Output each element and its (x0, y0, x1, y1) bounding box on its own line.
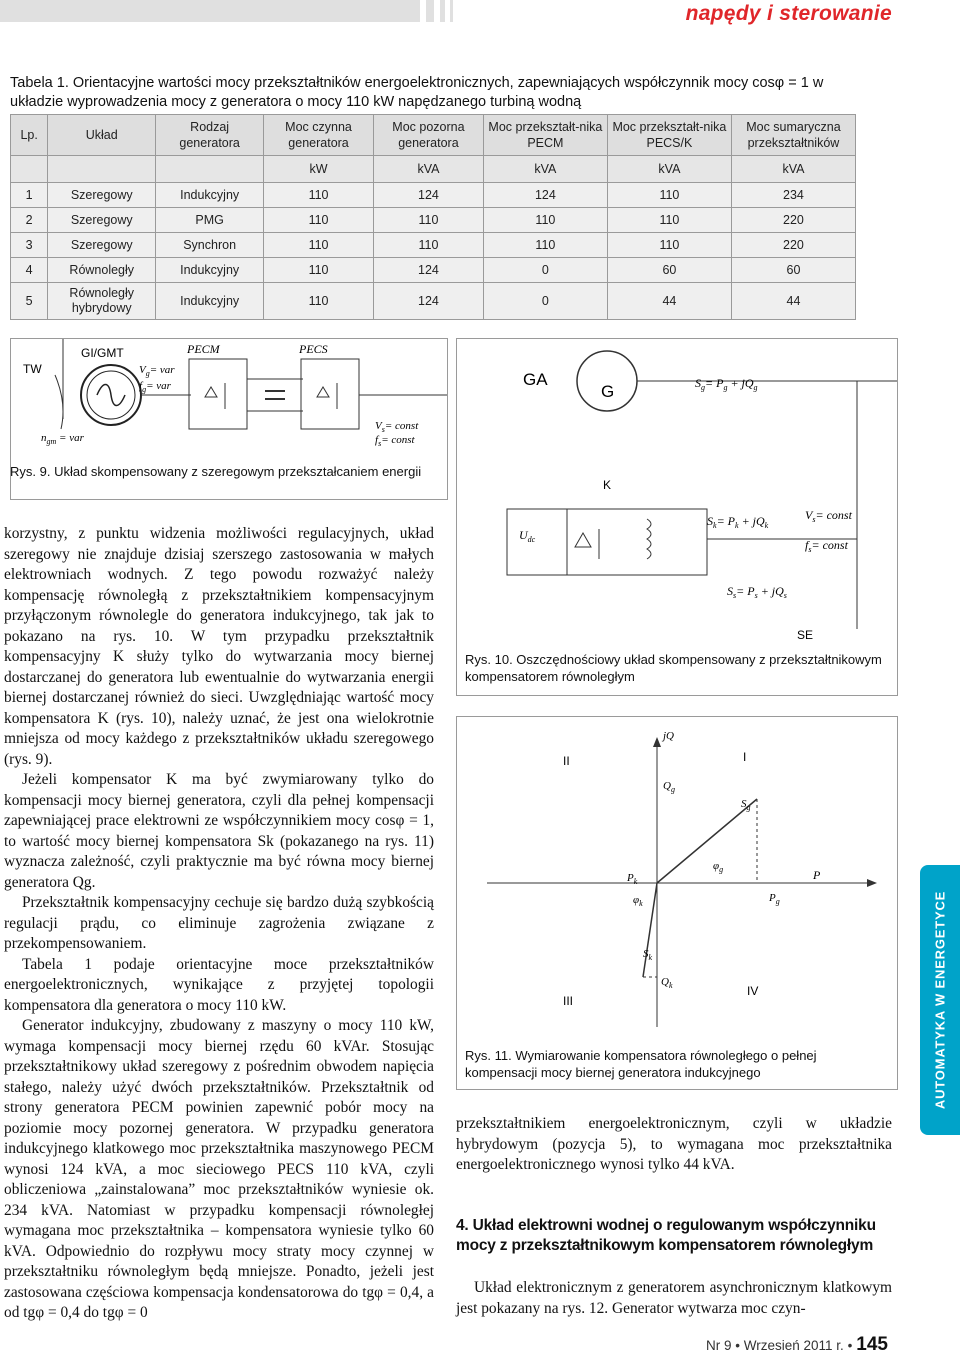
qg-label: $Q_g$ (663, 780, 675, 794)
table-cell: 0 (483, 258, 607, 283)
paragraph: Jeżeli kompensator K ma być zwymiarowany tylko do kompensacji mocy biernej generatora, czyli dla pełnej kompensacji zapewniającej prace elektrowni ze współczynnikiem mocy cosφ = 1, to wartość mocy biernej kompensatora Sk (pokazanego na rys. 11) wyznacza zależność, czyli praktycznie ma być równa mocy biernej generatora Qg. (4, 771, 434, 891)
fig10-diagram (457, 339, 897, 649)
sg-phasor (657, 799, 757, 883)
figure-10-caption: Rys. 10. Oszczędnościowy układ skompensowany z przekształtnikowym kompensatorem równoległym (465, 652, 882, 684)
table-header-row (11, 115, 856, 156)
paragraph: Przekształtnik kompensacyjny cechuje się bardzo dużą szybkością regulacji prądu, co eliminuje zagrożenia związane z przekompensowaniem. (4, 894, 434, 952)
header-stripe (440, 0, 445, 22)
table-cell: Indukcyjny (156, 183, 264, 208)
col-header: Rodzaj generatora (156, 115, 264, 156)
table-cell: 110 (483, 208, 607, 233)
fig11-phasor-diagram (457, 717, 897, 1037)
vs-label: $V_s=$ const (375, 420, 419, 434)
column-2-text (456, 1114, 892, 1176)
table-cell: PMG (156, 208, 264, 233)
table-row (11, 183, 856, 208)
table-cell: 110 (264, 183, 374, 208)
table-cell: 110 (607, 183, 731, 208)
vs-label: $V_s=$ const (805, 508, 852, 524)
figure-11 (456, 716, 898, 1090)
quadrant-ii: II (563, 754, 570, 768)
table-cell: 4 (11, 258, 48, 283)
table-cell: 110 (373, 233, 483, 258)
col-header: Moc przekształt-nika PECM (483, 115, 607, 156)
column-2-text (456, 1278, 892, 1319)
figure-10 (456, 338, 898, 696)
tw-label: TW (23, 362, 42, 376)
inductor-icon (647, 519, 651, 559)
fig9-diagram (11, 339, 447, 449)
generator-symbol (577, 351, 637, 411)
side-tab (920, 865, 960, 1135)
table-cell: 124 (373, 283, 483, 320)
se-label: SE (797, 628, 814, 642)
header-stripe (426, 0, 434, 22)
section-title: napędy i sterowanie (685, 2, 892, 25)
col-header: Moc pozorna generatora (373, 115, 483, 156)
table-cell (156, 156, 264, 183)
k-label: K (603, 478, 612, 492)
table-cell: 60 (607, 258, 731, 283)
table-caption: Tabela 1. Orientacyjne wartości mocy przekształtników energoelektronicznych, zapewniających współczynnik mocy cosφ = 1 w układzie wyprowadzenia mocy z generatora o mocy 110 kW napędzanego turbiną wodną (10, 75, 824, 110)
unit-cell: kVA (483, 156, 607, 183)
table-cell: 220 (731, 233, 855, 258)
udc-label: $U_{dc}$ (519, 528, 536, 544)
table-cell: Indukcyjny (156, 283, 264, 320)
table-cell: 110 (607, 233, 731, 258)
fg-label: $f_g=$ var (139, 380, 171, 394)
sine-icon (97, 385, 125, 406)
table-row (11, 283, 856, 320)
figure-9 (10, 338, 448, 500)
table-cell: 44 (607, 283, 731, 320)
diode-icon (575, 533, 591, 547)
quadrant-i: I (743, 750, 747, 764)
table-cell: Synchron (156, 233, 264, 258)
arrow-head-icon (653, 737, 661, 747)
phik-label: $\varphi_k$ (633, 894, 643, 908)
paragraph: korzystny, z punktu widzenia możliwości regulacyjnych, układ szeregowy nie znajduje dzisiaj szerszego zastosowania w małych elektrowniach wodnych. Z tego powodu rozważyć należy kompensację równoległą z przekształtnikiem kompensacyjnym przyłączonym równolegle do generatora indukcyjnego, tak jak to pokazano na rys. 10. W tym przypadku przekształtnik kompensacyjny K służy tylko do wytwarzania mocy biernej dostarczanej do generatora lub ewentualnie do wytwarzania energii biernej dostarczanej również do sieci. Uwzględniając wartość mocy kompensatora K (rys. 10), należy uznać, że jest ona wielokrotnie mniejsza od mocy każdego z przekształtników układu szeregowego (rys. 9). (4, 525, 434, 768)
table-cell: 110 (264, 208, 374, 233)
paragraph: przekształtnikiem energoelektronicznym, czyli w układzie hybrydowym (pozycja 5), to wymagana moc przekształtnika energoelektronicznego wynosi tylko 44 kVA. (456, 1115, 892, 1173)
power-table (10, 114, 856, 320)
header-stripe (450, 0, 453, 22)
table-cell (11, 156, 48, 183)
table-row (11, 208, 856, 233)
sk-label: $S_k$ (643, 948, 653, 962)
table-cell: 5 (11, 283, 48, 320)
quadrant-iii: III (563, 994, 574, 1008)
page-number: 145 (856, 1334, 888, 1355)
table-units-row (11, 156, 856, 183)
quadrant-iv: IV (747, 984, 759, 998)
pk-label: $P_k$ (627, 872, 638, 886)
qk-label: $Q_k$ (661, 976, 673, 990)
col-header: Moc czynna generatora (264, 115, 374, 156)
table-cell: Szeregowy (48, 208, 156, 233)
sk-phasor (643, 883, 657, 977)
col-header: Moc sumaryczna przekształtników (731, 115, 855, 156)
table-row (11, 233, 856, 258)
table-cell: 110 (607, 208, 731, 233)
compensator-block (507, 509, 707, 575)
g-label: G (601, 382, 615, 401)
sg-label: $S_g$ (741, 798, 751, 812)
phig-label: $\varphi_g$ (713, 860, 724, 874)
ss-equation: $S_s= P_s + jQ_s$ (727, 584, 787, 600)
column-1-text (4, 524, 434, 1324)
footer (706, 1334, 888, 1356)
figure-11-caption: Rys. 11. Wymiarowanie kompensatora równoległego o pełnej kompensacji mocy biernej generatora indukcyjnego (465, 1048, 817, 1080)
pg-label: $P_g$ (769, 892, 780, 906)
table-cell: 2 (11, 208, 48, 233)
table-cell: 124 (373, 258, 483, 283)
table-cell: 110 (483, 233, 607, 258)
paragraph: Generator indukcyjny, zbudowany z maszyny o mocy 110 kW, wymaga kompensacji mocy biernej rzędu 60 kVAr. Stosując przekształtnikowy układ szeregowy z pośrednim obwodem napięcia stałego, należy użyć dwóch przekształtników. Przekształtnik od strony generatora PECM powinien zapewnić pobór mocy na poziomie mocy pozornej generatora. W przypadku generatora indukcyjnego klatkowego moc przekształtnika maszynowego PECM wynosi 124 kVA, a moc sieciowego PECS 110 kVA, czyli obliczeniowa „zainstalowana” moc przekształtników wyniesie ok. 234 kVA. Natomiast w przypadku kompensacji równoległej wymagana moc przekształtnika – kompensatora wyniesie tylko 60 kVA. Odpowiednio do rozpływu mocy straty mocy czynnej w przekształtniku równoległym będą mniejsze. Ponadto, jeżeli jest zastosowana częściowa kompensacja kondensatorowa do tgφ = 0,4, a od tgφ = 0,4 do tgφ = 0 (4, 1017, 434, 1321)
table-cell: 3 (11, 233, 48, 258)
section-heading: 4. Układ elektrowni wodnej o regulowanym współczynniku mocy z przekształtnikowym kompensatorem równoległym (456, 1217, 876, 1254)
table-cell: 110 (264, 258, 374, 283)
diode-icon (205, 387, 217, 397)
table-cell: 110 (373, 208, 483, 233)
p-axis-label: P (813, 868, 821, 882)
table-cell: Równoległy (48, 258, 156, 283)
pecm-label: PECM (187, 342, 220, 356)
unit-cell: kVA (373, 156, 483, 183)
sk-equation: $S_k= P_k + jQ_k$ (707, 514, 769, 530)
generator-label: GI/GMT (81, 346, 124, 360)
figure-9-caption: Rys. 9. Układ skompensowany z szeregowym przekształcaniem energii (10, 464, 422, 479)
fs-label: $f_s=$ const (375, 434, 415, 448)
table-cell: 124 (483, 183, 607, 208)
table-cell: 110 (264, 233, 374, 258)
arrow-head-icon (867, 879, 877, 887)
diode-icon (317, 387, 329, 397)
table-cell: Indukcyjny (156, 258, 264, 283)
paragraph: Układ elektronicznym z generatorem asynchronicznym klatkowym jest pokazany na rys. 12. Generator wytwarza moc czyn- (456, 1279, 892, 1317)
ngm-label: $n_{gm}$ = var (41, 432, 84, 446)
table-cell: Szeregowy (48, 183, 156, 208)
fs-label: $f_s=$ const (805, 538, 848, 554)
col-header: Moc przekształt-nika PECS/K (607, 115, 731, 156)
table-cell: 0 (483, 283, 607, 320)
table-cell: 234 (731, 183, 855, 208)
table-cell: 60 (731, 258, 855, 283)
table-cell: 124 (373, 183, 483, 208)
col-header: Układ (48, 115, 156, 156)
pecs-block (301, 359, 359, 429)
side-tab-label: AUTOMATYKA W ENERGETYCE (932, 890, 948, 1110)
paragraph: Tabela 1 podaje orientacyjne moce przekształtników energoelektronicznych, wynikające z przyjętej topologii kompensatora dla generatora o mocy 110 kW. (4, 955, 434, 1014)
table-row (11, 258, 856, 283)
table-cell: 1 (11, 183, 48, 208)
ga-label: GA (523, 370, 548, 389)
unit-cell: kVA (731, 156, 855, 183)
table-cell: 44 (731, 283, 855, 320)
table-cell: Równoległy hybrydowy (48, 283, 156, 320)
pecs-label: PECS (299, 342, 328, 356)
table-cell: 220 (731, 208, 855, 233)
table-cell: 110 (264, 283, 374, 320)
header-stripe (0, 0, 420, 22)
col-header: Lp. (11, 115, 48, 156)
issue-info: Nr 9 • Wrzesień 2011 r. • (706, 1338, 853, 1353)
table-cell (48, 156, 156, 183)
vg-label: $V_g=$ var (139, 364, 175, 378)
unit-cell: kVA (607, 156, 731, 183)
pecm-block (189, 359, 247, 429)
speed-arrow (55, 375, 63, 429)
jq-axis-label: jQ (663, 730, 674, 742)
unit-cell: kW (264, 156, 374, 183)
sg-equation: $S_g= P_g + jQ_g$ (695, 376, 758, 392)
table-cell: Szeregowy (48, 233, 156, 258)
